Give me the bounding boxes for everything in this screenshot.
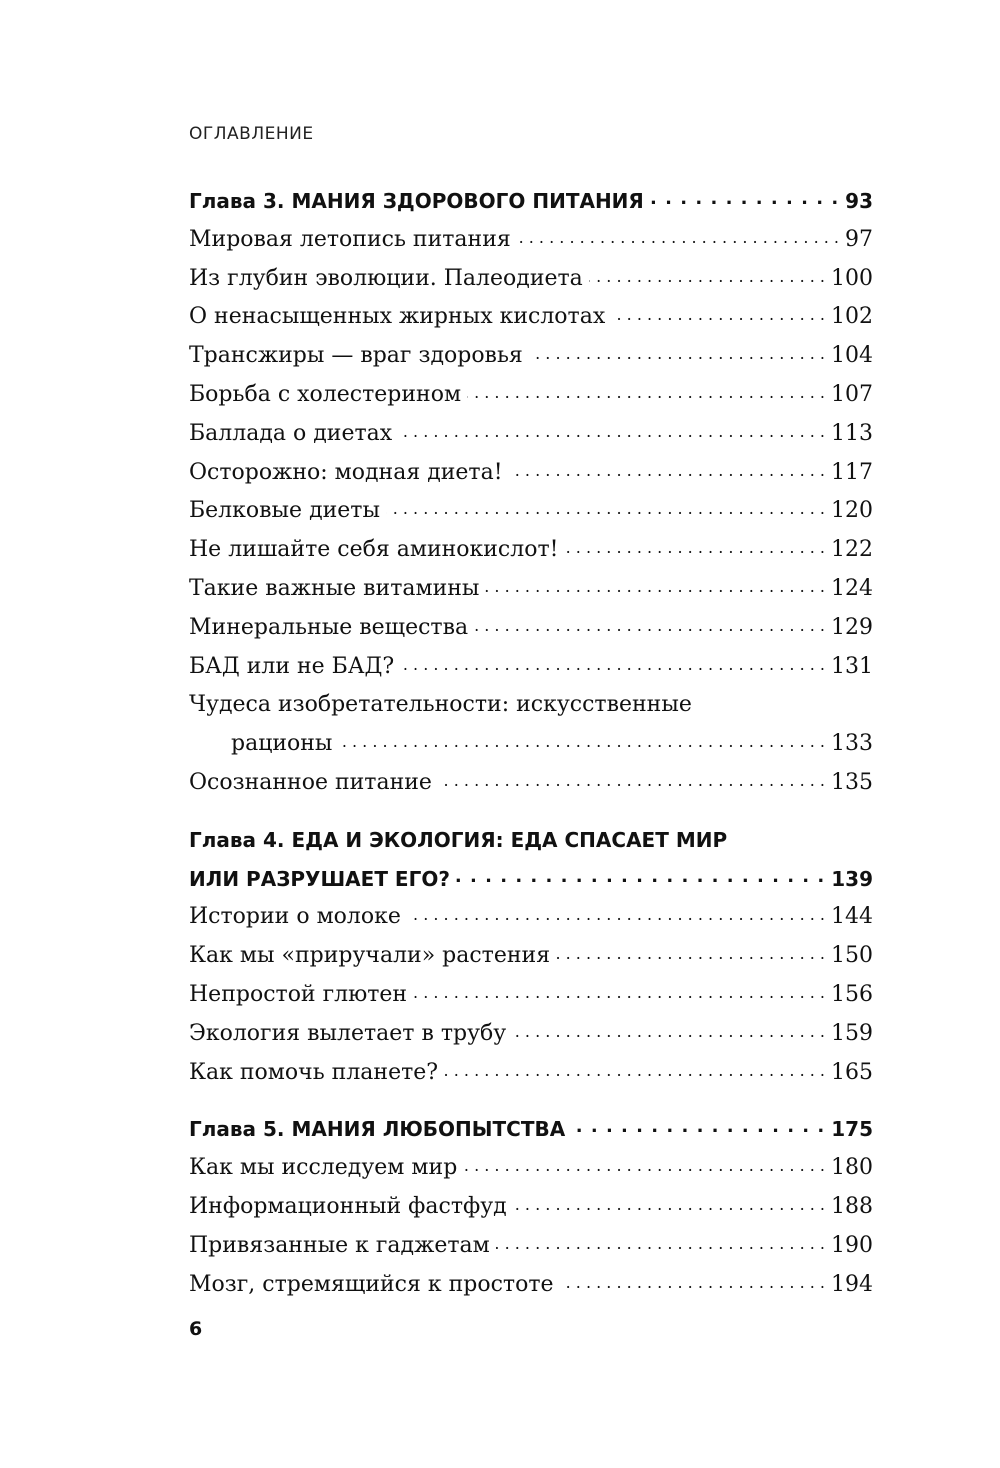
dot-leader — [407, 901, 825, 923]
page-number: 129 — [831, 614, 873, 640]
entry-title: Осознанное питание — [189, 769, 432, 795]
chapter-title: Глава 3. МАНИЯ ЗДОРОВОГО ПИТАНИЯ — [189, 189, 644, 213]
page-number: 159 — [831, 1020, 873, 1046]
page-number: 131 — [831, 653, 873, 679]
dot-leader — [463, 1152, 825, 1174]
toc-entry[interactable] — [189, 898, 873, 937]
entry-title: БАД или не БАД? — [189, 653, 395, 679]
entry-title: Мировая летопись питания — [189, 226, 511, 252]
dot-leader — [400, 651, 825, 673]
page-number: 93 — [845, 189, 873, 213]
toc-entry[interactable] — [189, 415, 873, 454]
entry-title: Чудеса изобретательности: искусственные — [189, 692, 692, 718]
page-number: 122 — [831, 537, 873, 563]
entry-title: Трансжиры — враг здоровья — [189, 343, 523, 369]
dot-leader — [485, 573, 825, 595]
toc-entry[interactable] — [189, 298, 873, 337]
chapter-title-continued: ИЛИ РАЗРУШАЕТ ЕГО? — [189, 866, 450, 891]
page-folio: 6 — [189, 1318, 203, 1340]
toc-entry[interactable] — [189, 531, 873, 570]
dot-leader — [338, 728, 825, 750]
page-number: 150 — [831, 943, 873, 969]
dot-leader — [467, 379, 825, 401]
entry-title: Минеральные вещества — [189, 614, 469, 640]
page-number: 188 — [831, 1193, 873, 1219]
entry-title: Баллада о диетах — [189, 420, 393, 446]
entry-title: Борьба с холестерином — [189, 381, 462, 407]
page-number: 107 — [831, 381, 873, 407]
entry-title: Из глубин эволюции. Палеодиета — [189, 265, 583, 291]
entry-title: Как помочь планете? — [189, 1059, 439, 1085]
dot-leader — [474, 612, 825, 634]
chapter-3-heading[interactable] — [189, 182, 873, 221]
entry-title: Информационный фастфуд — [189, 1193, 507, 1219]
chapter-title: Глава 4. ЕДА И ЭКОЛОГИЯ: ЕДА СПАСАЕТ МИР — [189, 827, 728, 852]
dot-leader — [589, 263, 825, 285]
dot-leader — [529, 340, 825, 362]
table-of-contents — [189, 182, 873, 1304]
dot-leader — [571, 1116, 825, 1136]
page-number: 194 — [831, 1271, 873, 1297]
entry-title: Как мы исследуем мир — [189, 1155, 458, 1181]
dot-leader — [611, 301, 825, 323]
page-number: 139 — [831, 866, 873, 891]
page-number: 133 — [831, 731, 873, 757]
page-number: 175 — [831, 1117, 873, 1142]
section-gap — [189, 803, 873, 821]
running-head: ОГЛАВЛЕНИЕ — [189, 124, 314, 144]
page-number: 97 — [845, 226, 873, 252]
entry-title: Непростой глютен — [189, 981, 408, 1007]
dot-leader — [444, 1057, 825, 1079]
entry-title: Экология вылетает в трубу — [189, 1020, 507, 1046]
chapter-4-heading-line-1[interactable] — [189, 821, 873, 860]
dot-leader — [560, 1269, 825, 1291]
dot-leader — [556, 940, 825, 962]
entry-title: Мозг, стремящийся к простоте — [189, 1271, 554, 1297]
dot-leader — [456, 866, 825, 886]
entry-title: О ненасыщенных жирных кислотах — [189, 304, 606, 330]
page-number: 100 — [831, 265, 873, 291]
toc-entry-line-2[interactable] — [189, 725, 873, 764]
dot-leader — [513, 1191, 825, 1213]
toc-entry[interactable] — [189, 454, 873, 493]
page-number: 117 — [831, 459, 873, 485]
chapter-4-heading-line-2[interactable] — [189, 860, 873, 899]
toc-entry[interactable] — [189, 1188, 873, 1227]
dot-leader — [650, 188, 839, 208]
toc-entry[interactable] — [189, 1015, 873, 1054]
toc-entry[interactable] — [189, 937, 873, 976]
entry-title: Белковые диеты — [189, 498, 380, 524]
toc-entry[interactable] — [189, 337, 873, 376]
dot-leader — [438, 767, 825, 789]
entry-title: Истории о молоке — [189, 904, 401, 930]
page-number: 104 — [831, 343, 873, 369]
entry-title: Осторожно: модная диета! — [189, 459, 503, 485]
page-number: 120 — [831, 498, 873, 524]
dot-leader — [386, 495, 825, 517]
dot-leader — [496, 1230, 825, 1252]
page-number: 180 — [831, 1155, 873, 1181]
dot-leader — [517, 224, 839, 246]
entry-title: Как мы «приручали» растения — [189, 943, 551, 969]
toc-entry[interactable] — [189, 492, 873, 531]
page-number: 135 — [831, 769, 873, 795]
page-number: 190 — [831, 1232, 873, 1258]
section-gap — [189, 1092, 873, 1110]
dot-leader — [398, 418, 825, 440]
dot-leader — [512, 1018, 825, 1040]
chapter-title: Глава 5. МАНИЯ ЛЮБОПЫТСТВА — [189, 1117, 566, 1142]
toc-entry[interactable] — [189, 1266, 873, 1305]
entry-title: Привязанные к гаджетам — [189, 1232, 490, 1258]
dot-leader — [564, 534, 825, 556]
toc-entry[interactable] — [189, 260, 873, 299]
toc-entry[interactable] — [189, 648, 873, 687]
toc-entry[interactable] — [189, 764, 873, 803]
entry-title: Такие важные витамины — [189, 575, 480, 601]
toc-entry[interactable] — [189, 221, 873, 260]
page-number: 156 — [831, 981, 873, 1007]
dot-leader — [509, 457, 825, 479]
toc-entry[interactable] — [189, 570, 873, 609]
toc-entry[interactable] — [189, 1149, 873, 1188]
page-number: 102 — [831, 304, 873, 330]
toc-entry[interactable] — [189, 1227, 873, 1266]
dot-leader — [413, 979, 825, 1001]
toc-entry[interactable] — [189, 1054, 873, 1093]
entry-title-continued: рационы — [231, 731, 333, 757]
book-page — [189, 0, 873, 1468]
toc-entry[interactable] — [189, 376, 873, 415]
chapter-5-heading[interactable] — [189, 1110, 873, 1149]
toc-entry[interactable] — [189, 609, 873, 648]
page-number: 113 — [831, 420, 873, 446]
toc-entry[interactable] — [189, 976, 873, 1015]
entry-title: Не лишайте себя аминокислот! — [189, 537, 559, 563]
page-number: 144 — [831, 904, 873, 930]
toc-entry-line-1[interactable] — [189, 686, 873, 725]
page-number: 165 — [831, 1059, 873, 1085]
page-number: 124 — [831, 575, 873, 601]
